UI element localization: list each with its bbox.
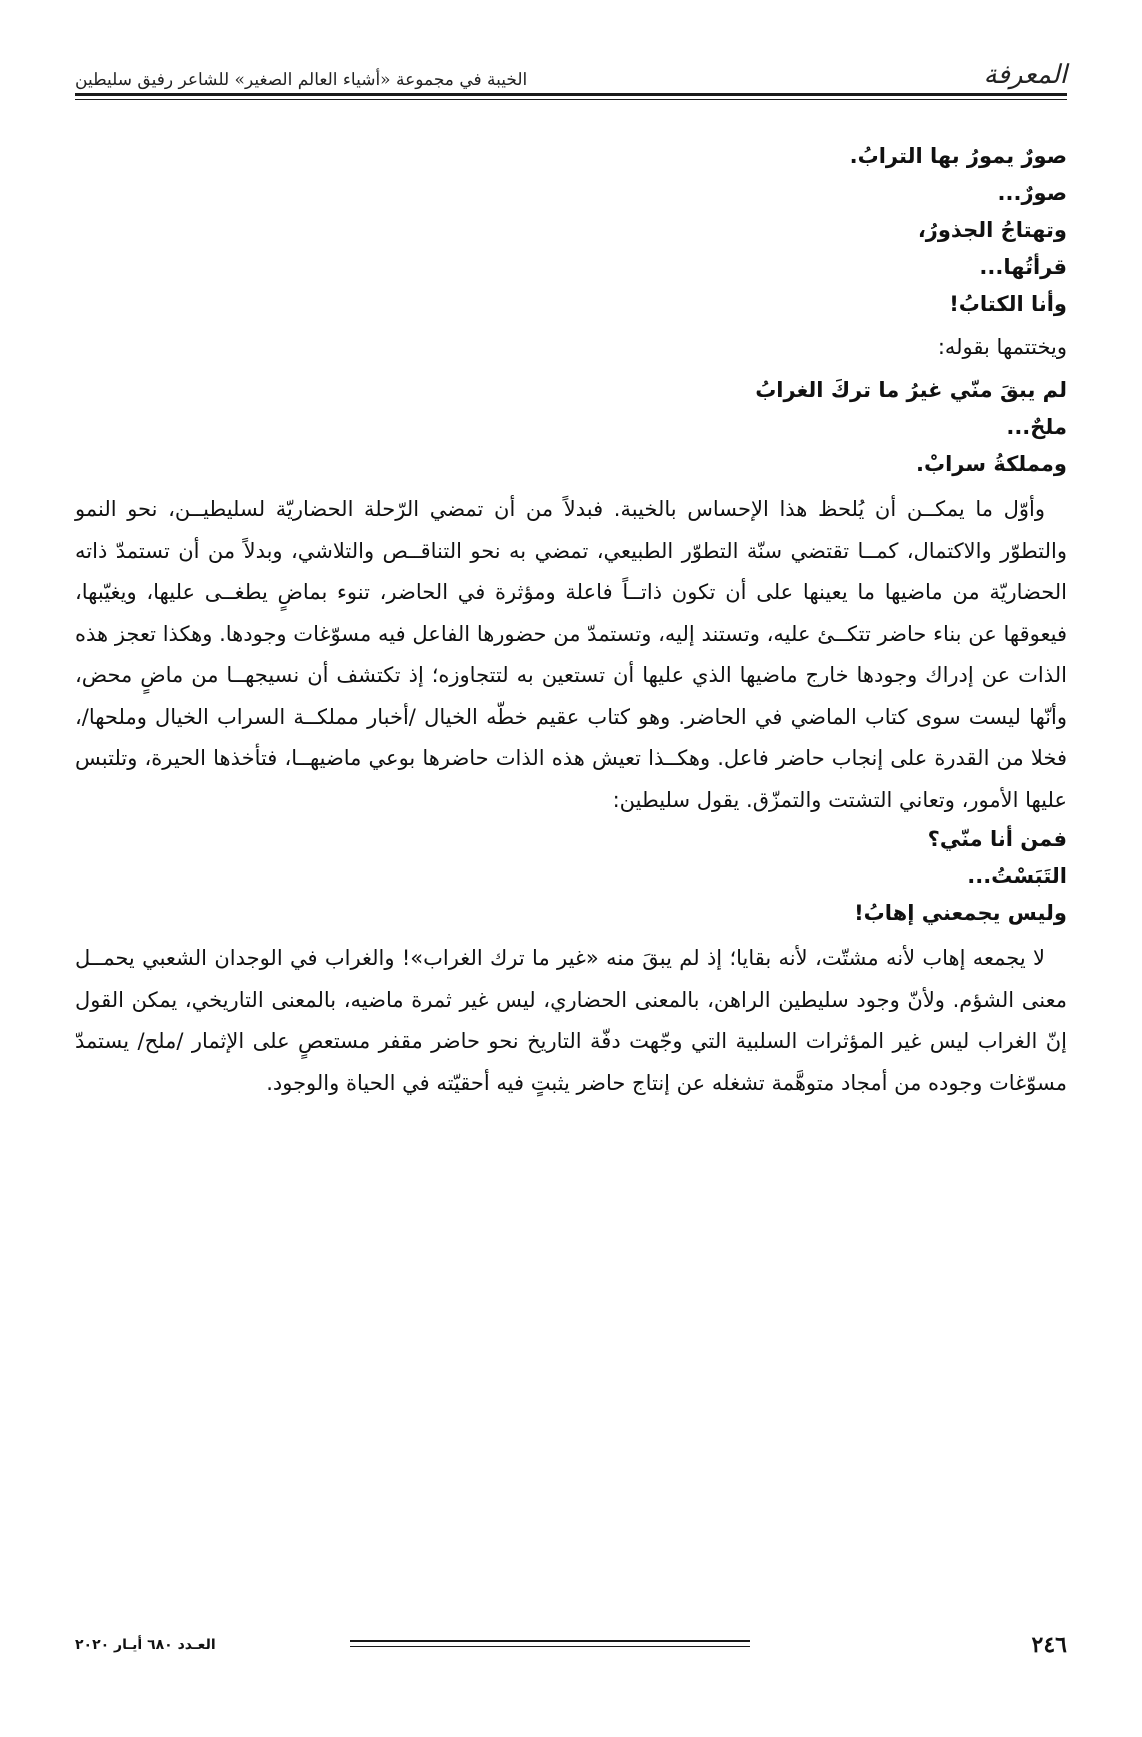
body-paragraph: وأوّل ما يمكــن أن يُلحظ هذا الإحساس بالخيبة. فبدلاً من أن تمضي الرّحلة الحضاريّة لسليطيــن، نحو النمو والتطوّر والاكتمال، كمــا تقتضي سنّة التطوّر الطبيعي، تمضي به نحو التناقــص والتلاشي، وبدلاً من أن تستمدّ ذاته الحضاريّة من ماضيها ما يعينها على أن تكون ذاتــاً فاعلة ومؤثرة في الحاضر، تنوء بماضٍ يطغــى عليها، ويغيّبها، فيعوقها عن بناء حاضر تتكــئ عليه، وتستند إليه، وتستمدّ من حضورها الفاعل فيه مسوّغات وجودها. وهكذا تعجز هذه الذات عن إدراك وجودها خارج ماضيها الذي عليها أن تستعين به لتتجاوزه؛ إذ تكتشف أن نسيجهــا من ماضٍ محض، وأنّها ليست سوى كتاب الماضي في الحاضر. وهو كتاب عقيم خطّه الخيال /أخبار مملكــة السراب الخيال وملحها/، فخلا من القدرة على إنجاب حاضر فاعل. وهكــذا تعيش هذه الذات حاضرها بوعي ماضيهــا، فتأخذها الحيرة، وتلتبس عليها الأمور، وتعاني التشتت والتمزّق. يقول سليطين: <box>75 497 1067 812</box>
verse-line: وتهتاجُ الجذورُ، <box>917 218 1067 242</box>
article-body <box>75 138 1067 1104</box>
verse-line: ومملكةُ سرابْ. <box>916 452 1067 476</box>
header-rule <box>75 93 1067 96</box>
verse-line: التَبَسْتُ... <box>967 864 1067 888</box>
verse-line: ملحٌ... <box>1006 415 1067 439</box>
issue-info: العـدد ٦٨٠ أيـار ٢٠٢٠ <box>75 1637 216 1653</box>
verse-line: لم يبقَ منّي غيرُ ما تركَ الغرابُ <box>755 378 1067 402</box>
verse-line: صورٌ يمورُ بها الترابُ. <box>849 144 1067 168</box>
verse-line: وأنا الكتابُ! <box>949 292 1067 316</box>
journal-logo: المعرفة <box>983 60 1067 90</box>
verse-line: صورٌ... <box>997 181 1067 205</box>
running-title: الخيبة في مجموعة «أشياء العالم الصغير» للشاعر رفيق سليطين <box>75 70 528 90</box>
body-paragraph: لا يجمعه إهاب لأنه مشتّت، لأنه بقايا؛ إذ لم يبقَ منه «غير ما ترك الغراب»! والغراب في الوجدان الشعبي يحمــل معنى الشؤم. ولأنّ وجود سليطين الراهن، بالمعنى الحضاري، ليس غير ثمرة ماضيه، بالمعنى التاريخي، يمكن القول إنّ الغراب ليس غير المؤثرات السلبية التي وجّهت دفّة التاريخ نحو حاضر مقفر مستعصٍ على الإثمار /ملح/ يستمدّ مسوّغات وجوده من أمجاد متوهَّمة تشغله عن إنتاج حاضر يثبتٍ فيه أحقيّته في الحياة والوجود. <box>75 946 1067 1095</box>
verse-line: قرأتُها... <box>979 255 1067 279</box>
header-rule-thin <box>75 99 1067 100</box>
verse-line: فمن أنا منّي؟ <box>927 827 1067 851</box>
intro-line: ويختتمها بقوله: <box>937 335 1067 359</box>
page-footer <box>75 1630 1067 1660</box>
page-header <box>75 40 1067 90</box>
verse-line: وليس يجمعني إهابُ! <box>854 901 1067 925</box>
page-number: ٢٤٦ <box>1031 1632 1067 1658</box>
